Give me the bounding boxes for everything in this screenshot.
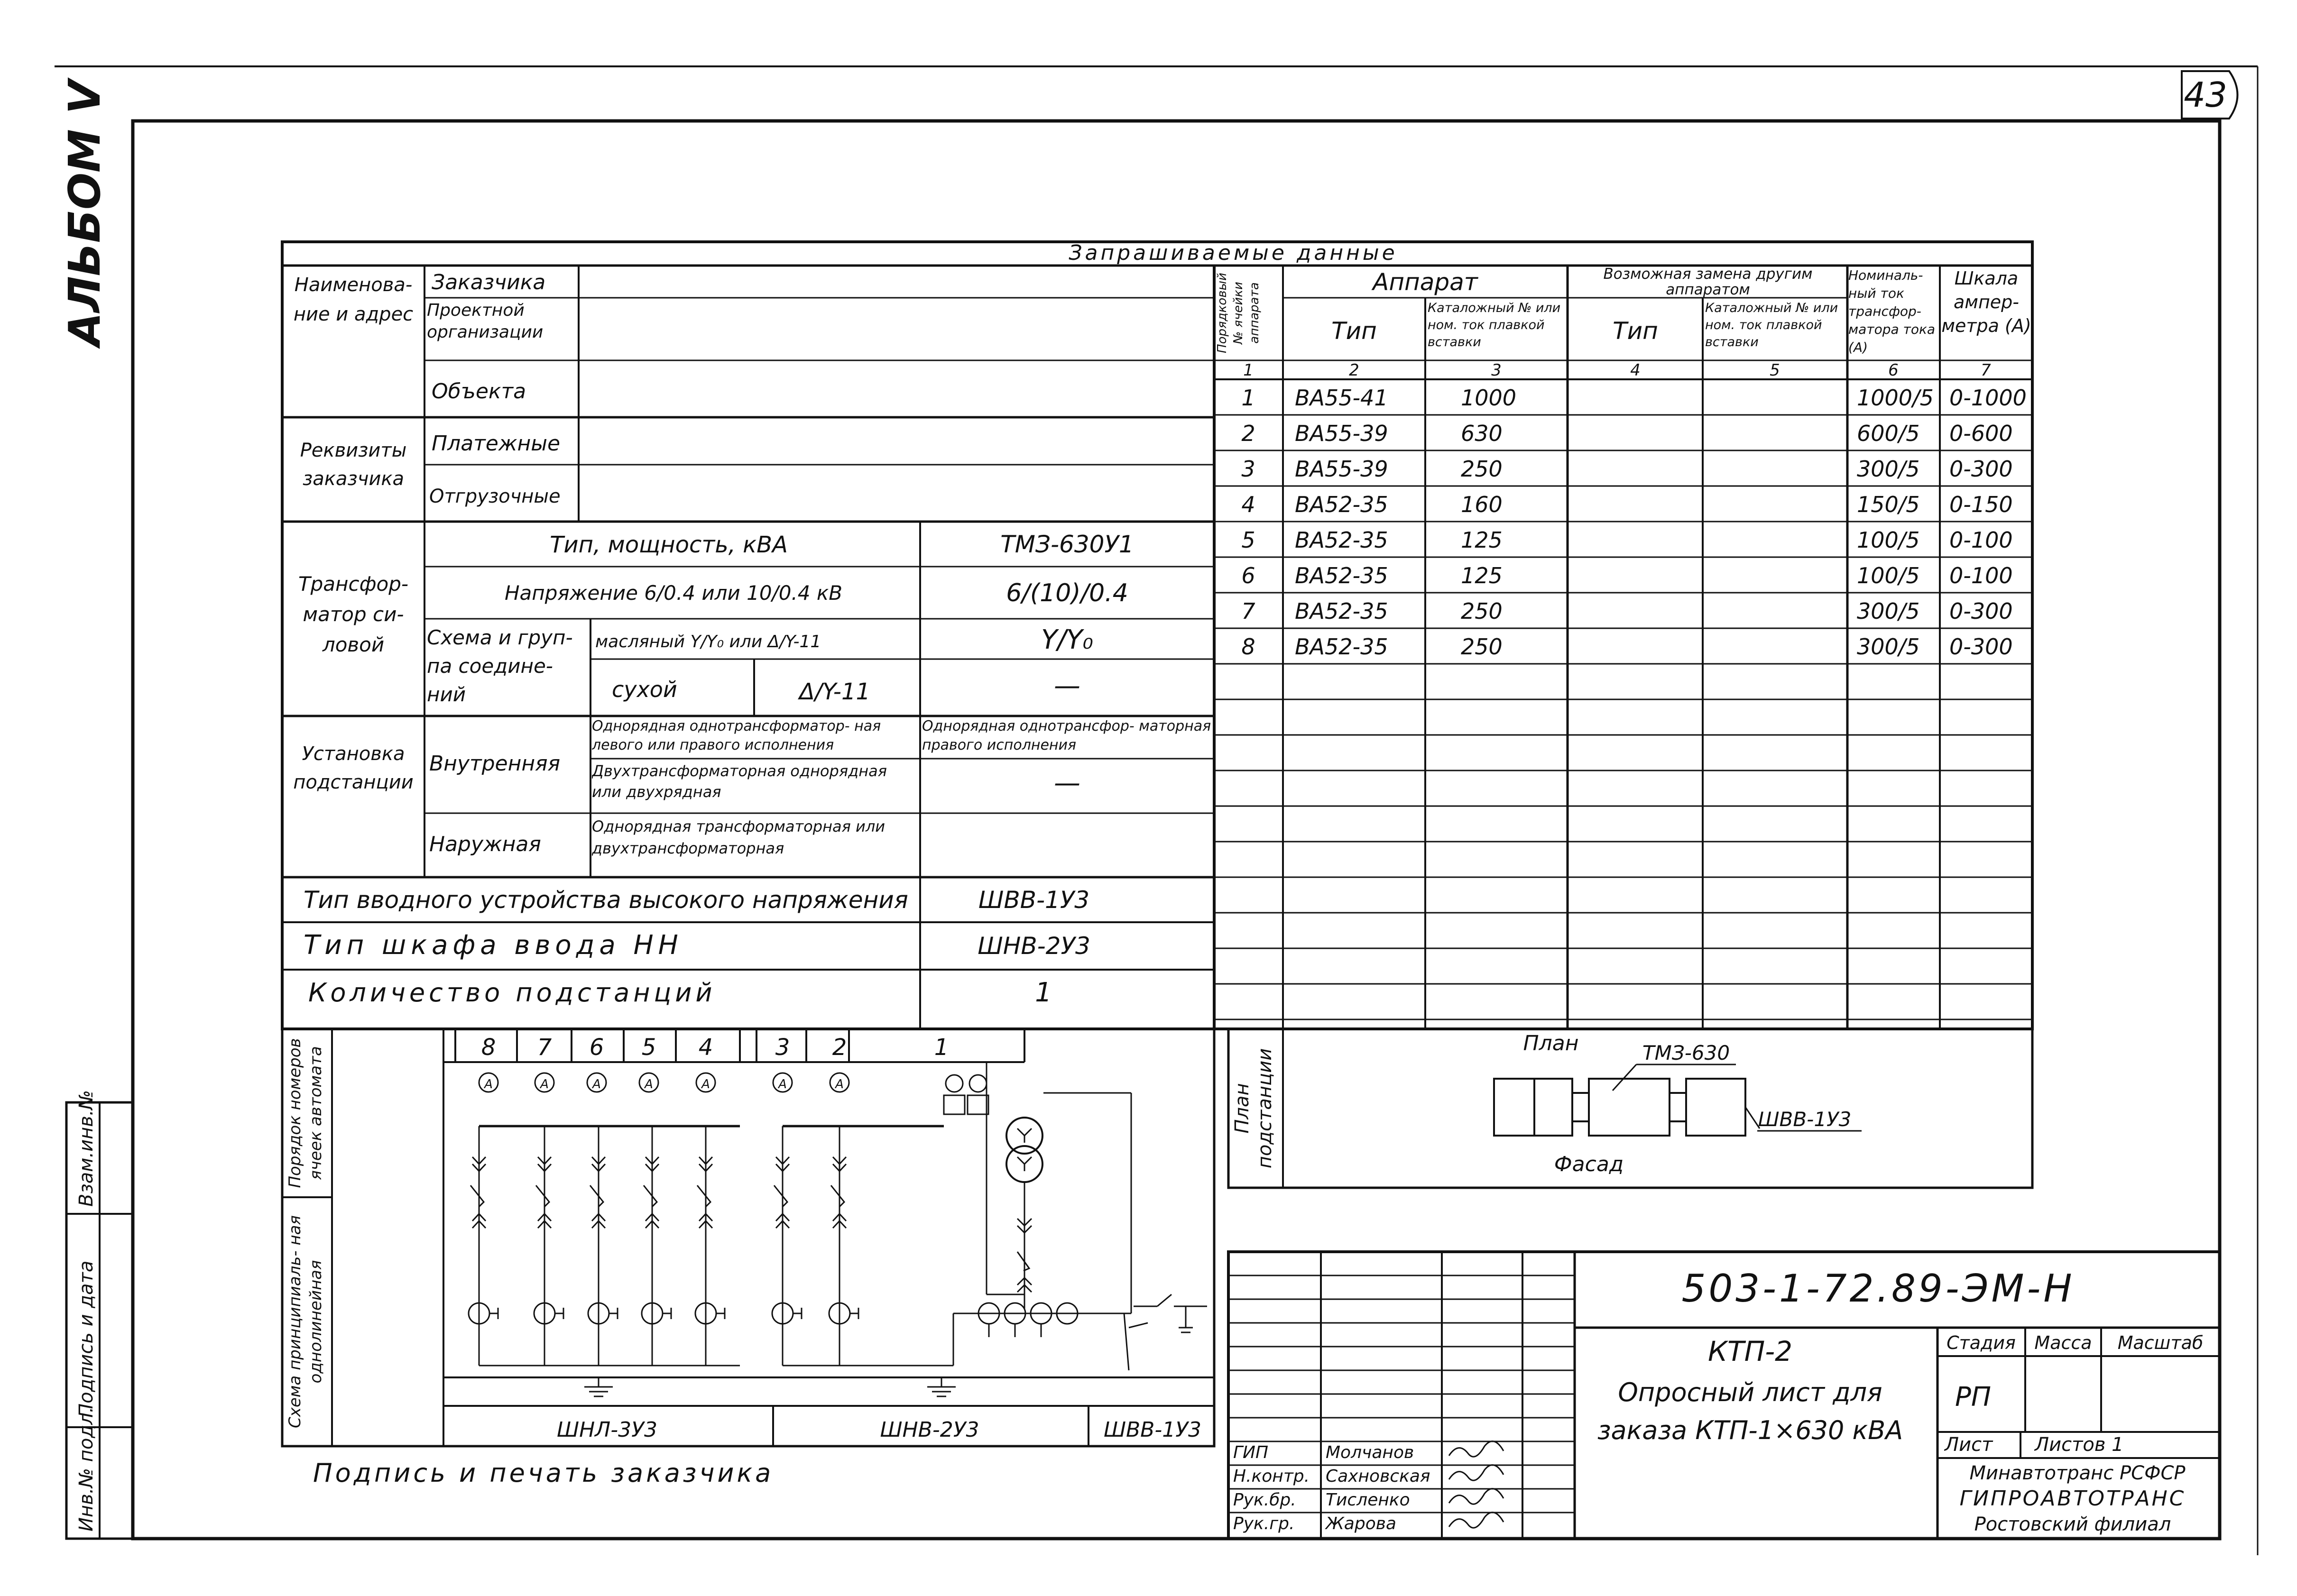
- ct-ratio: 100/5: [1857, 563, 1920, 588]
- scheme-cell-number: 7: [537, 1034, 552, 1061]
- signature-scribble: [1449, 1441, 1504, 1457]
- signer-name: Жарова: [1326, 1514, 1396, 1533]
- installation-outer-option: Однорядная трансформаторная или двухтрансформаторная: [592, 817, 886, 857]
- scheme-cell-number: 8: [481, 1034, 496, 1061]
- apparatus-row: [1241, 527, 2012, 553]
- rated-current: 250: [1461, 598, 1503, 624]
- plan-hv-label: ШВВ-1У3: [1758, 1108, 1852, 1131]
- transformer-power-label: Тип, мощность, кВА: [550, 532, 788, 558]
- apparatus-row: [1241, 563, 2012, 588]
- col-scale-header: Шкала ампер- метра (А): [1941, 268, 2031, 336]
- oil-transformer-label: масляный Y/Y₀ или Δ/Y-11: [595, 632, 821, 651]
- sheets-label: Листов 1: [2035, 1434, 2124, 1456]
- requisites-label: Реквизиты заказчика: [300, 440, 407, 490]
- column-number-row: [1243, 361, 1991, 380]
- ct-ratio: 150/5: [1857, 492, 1920, 517]
- rated-current: 160: [1461, 492, 1503, 517]
- sheet-number-mark: [2182, 71, 2238, 119]
- col-type-header: Тип: [1331, 317, 1377, 345]
- ammeter-icon: [830, 1073, 849, 1092]
- apparatus-type: ВА52-35: [1295, 634, 1388, 660]
- ammeter-scale: 0-600: [1949, 421, 2013, 446]
- substation-count-value: 1: [1035, 977, 1052, 1008]
- apparatus-type: ВА52-35: [1295, 563, 1388, 588]
- installation-inner-value-2: —: [1054, 768, 1080, 798]
- signer-role: Рук.гр.: [1233, 1514, 1295, 1533]
- installation-inner-option-2: Двухтрансформаторная однорядная или двухрядная: [592, 762, 887, 801]
- plan-side-label: План подстанции: [1231, 1048, 1276, 1169]
- ammeter-scale: 0-300: [1949, 598, 2013, 624]
- dry-transformer-label: сухой: [612, 677, 677, 702]
- organization-line-2: ГИПРОАВТОТРАНС: [1959, 1486, 2186, 1511]
- row-number: 8: [1241, 634, 1255, 660]
- signer-role: Рук.бр.: [1233, 1490, 1296, 1510]
- row-number: 3: [1241, 456, 1255, 482]
- object-field-label: Объекта: [432, 379, 526, 404]
- signer-role: ГИП: [1233, 1443, 1269, 1462]
- transformer-label: Трансфор- матор си- ловой: [298, 572, 409, 656]
- ammeter-scale: 0-300: [1949, 456, 2013, 482]
- transformer-voltage-label: Напряжение 6/0.4 или 10/0.4 кВ: [504, 581, 843, 605]
- hv-device-label: Тип вводного устройства высокого напряжения: [304, 886, 908, 914]
- ammeter-label: A: [701, 1077, 710, 1092]
- feeder: [534, 1126, 563, 1366]
- rated-current: 1000: [1461, 385, 1517, 411]
- apparatus-type: ВА52-35: [1295, 527, 1388, 553]
- sheet-label: Лист: [1945, 1434, 1993, 1456]
- scheme-cell-number: 2: [832, 1034, 847, 1061]
- title-block: [1228, 1252, 2220, 1539]
- feeder: [772, 1126, 802, 1366]
- apparatus-row: [1241, 456, 2012, 482]
- rated-current: 250: [1461, 634, 1503, 660]
- apparatus-type: ВА55-39: [1295, 456, 1388, 482]
- column-number: 4: [1630, 361, 1641, 380]
- ammeter-scale: 0-100: [1949, 527, 2013, 553]
- installation-outer-label: Наружная: [429, 832, 541, 856]
- ct-ratio: 300/5: [1857, 456, 1920, 482]
- album-label: АЛЬБОМ V: [59, 80, 110, 346]
- substation-count-label: Количество подстанций: [308, 978, 716, 1008]
- signature-scribble: [1449, 1513, 1504, 1528]
- title-line-2: Опросный лист для: [1618, 1377, 1882, 1407]
- ammeter-label: A: [592, 1077, 601, 1092]
- signature-scribble: [1449, 1489, 1504, 1504]
- apparatus-type: ВА52-35: [1295, 598, 1388, 624]
- ct-ratio: 300/5: [1857, 598, 1920, 624]
- side-stamp-inv: Инв.№ подл.: [75, 1406, 97, 1532]
- ammeter-scale: 0-300: [1949, 634, 2013, 660]
- stage-value: РП: [1955, 1382, 1991, 1413]
- form-header: Запрашиваемые данные: [1069, 241, 1398, 265]
- row-number: 2: [1241, 421, 1255, 446]
- col-replacement-header: Возможная замена другим аппаратом: [1603, 266, 1813, 298]
- apparatus-type: ВА52-35: [1295, 492, 1388, 517]
- column-number: 5: [1770, 361, 1780, 380]
- row-number: 7: [1241, 598, 1255, 624]
- apparatus-table: [1214, 266, 2032, 1029]
- apparatus-type: ВА55-41: [1295, 385, 1388, 411]
- ammeter-icon: [587, 1073, 606, 1092]
- rated-current: 630: [1461, 421, 1503, 446]
- lv-cabinet-label: Тип шкафа ввода НН: [304, 930, 683, 961]
- organization-line-1: Минавтотранс РСФСР: [1969, 1462, 2186, 1484]
- ct-ratio: 1000/5: [1857, 385, 1934, 411]
- ammeter-icon: [639, 1073, 658, 1092]
- ammeter-icon: [479, 1073, 498, 1092]
- connection-scheme-label: Схема и груп- па соедине- ний: [427, 626, 573, 706]
- signer-row: [1233, 1513, 1504, 1533]
- apparatus-row: [1241, 634, 2012, 660]
- signer-name: Молчанов: [1326, 1443, 1414, 1462]
- ammeter-label: A: [645, 1077, 653, 1092]
- mass-label: Масса: [2034, 1332, 2092, 1353]
- transformer-voltage-value: 6/(10)/0.4: [1006, 579, 1128, 607]
- current-transformers: [978, 1303, 1078, 1337]
- side-stamp-replaced: Взам.инв.№: [75, 1090, 97, 1207]
- column-number: 6: [1888, 361, 1899, 380]
- feeder-lines: [469, 1126, 858, 1366]
- ct-ratio: 300/5: [1857, 634, 1920, 660]
- col-order-header: Порядковый № ячейки аппарата: [1215, 273, 1262, 353]
- row-number: 6: [1241, 563, 1255, 588]
- rated-current: 125: [1461, 527, 1503, 553]
- scheme-cell-number: 6: [589, 1034, 604, 1061]
- single-line-scheme: [282, 1029, 1214, 1446]
- signers-list: [1233, 1441, 1504, 1533]
- col-apparatus-header: Аппарат: [1373, 268, 1478, 296]
- hv-switch-symbol: [1124, 1294, 1207, 1370]
- ammeter-icon: [696, 1073, 715, 1092]
- dry-transformer-value: —: [1054, 670, 1080, 701]
- column-number: 2: [1349, 361, 1359, 380]
- scale-label: Масштаб: [2117, 1332, 2204, 1353]
- signer-row: [1233, 1489, 1504, 1510]
- plan-title: План: [1523, 1031, 1579, 1055]
- document-code: 503-1-72.89-ЭМ-Н: [1681, 1266, 2075, 1311]
- feeder: [642, 1126, 671, 1366]
- feeder: [588, 1126, 618, 1366]
- title-line-3: заказа КТП-1×630 кВА: [1597, 1415, 1903, 1445]
- ammeter-scale: 0-1000: [1949, 385, 2027, 411]
- row-number: 4: [1241, 492, 1255, 517]
- lv-cabinet-value: ШНВ-2У3: [978, 932, 1090, 960]
- cabinet-lv1-label: ШНЛ-3У3: [557, 1418, 657, 1442]
- scheme-cell-number: 4: [698, 1034, 713, 1061]
- ammeter-icon: [535, 1073, 554, 1092]
- substation-plan: [1228, 1029, 2032, 1188]
- installation-inner-option-1: Однорядная однотрансформатор- ная левого или правого исполнения: [592, 718, 881, 753]
- signer-row: [1233, 1465, 1504, 1486]
- ammeter-label: A: [540, 1077, 549, 1092]
- stage-label: Стадия: [1946, 1332, 2016, 1353]
- hv-device-value: ШВВ-1У3: [978, 886, 1090, 914]
- scheme-cell-number: 1: [934, 1034, 949, 1061]
- scheme-cells: [455, 1029, 1024, 1092]
- col-catalog-header: Каталожный № или ном. ток плавкой вставки: [1428, 301, 1561, 349]
- customer-field-label: Заказчика: [432, 270, 546, 294]
- ground-symbol: [584, 1377, 613, 1396]
- requested-data-table: [282, 266, 1214, 1029]
- transformer-symbol: [1006, 1118, 1042, 1182]
- signer-name: Тисленко: [1326, 1490, 1410, 1510]
- installation-inner-value-1: Однорядная однотрансфор- маторная правого исполнения: [922, 718, 1211, 753]
- ct-ratio: 100/5: [1857, 527, 1920, 553]
- installation-inner-label: Внутренняя: [429, 752, 561, 776]
- apparatus-row: [1241, 492, 2012, 517]
- scheme-order-label: Порядок номеров ячеек автомата: [286, 1038, 325, 1188]
- cabinet-lv2-label: ШНВ-2У3: [880, 1418, 979, 1442]
- feeder: [695, 1126, 725, 1366]
- sheet-number: 43: [2184, 75, 2227, 115]
- ammeter-label: A: [778, 1077, 787, 1092]
- scheme-cell-number: 3: [775, 1034, 790, 1061]
- apparatus-type: ВА55-39: [1295, 421, 1388, 446]
- plan-facade-label: Фасад: [1554, 1152, 1624, 1176]
- cabinet-hv-label: ШВВ-1У3: [1103, 1418, 1202, 1442]
- col-replacement-catalog-header: Каталожный № или ном. ток плавкой вставки: [1705, 301, 1838, 349]
- oil-transformer-value: Y/Y₀: [1041, 624, 1093, 655]
- scheme-principal-label: Схема принципиаль- ная однолинейная: [286, 1215, 325, 1428]
- metering-box: [944, 1075, 988, 1114]
- rated-current: 125: [1461, 563, 1503, 588]
- ammeter-scale: 0-100: [1949, 563, 2013, 588]
- column-number: 1: [1243, 361, 1254, 380]
- payment-field-label: Платежные: [432, 431, 561, 456]
- signature-scribble: [1449, 1465, 1504, 1481]
- side-stamp-signature: Подпись и дата: [75, 1260, 97, 1418]
- ammeter-label: A: [835, 1077, 844, 1092]
- name-address-label: Наименова- ние и адрес: [293, 274, 414, 325]
- feeder: [829, 1126, 858, 1366]
- side-stamp: [66, 1090, 133, 1539]
- ammeter-scale: 0-150: [1949, 492, 2013, 517]
- shipment-field-label: Отгрузочные: [429, 486, 561, 507]
- transformer-power-value: ТМЗ-630У1: [1000, 531, 1134, 558]
- row-number: 1: [1241, 385, 1255, 411]
- column-number: 7: [1981, 361, 1991, 380]
- apparatus-row: [1241, 598, 2012, 624]
- signer-row: [1233, 1441, 1504, 1462]
- dry-transformer-group: Δ/Y-11: [799, 679, 871, 705]
- col-replacement-type-header: Тип: [1613, 317, 1658, 345]
- design-org-field-label: Проектной организации: [427, 301, 544, 342]
- plan-transformer-label: ТМЗ-630: [1642, 1041, 1730, 1064]
- installation-label: Установка подстанции: [293, 743, 414, 793]
- row-number: 5: [1241, 527, 1255, 553]
- organization-line-3: Ростовский филиал: [1974, 1513, 2171, 1535]
- feeder: [469, 1126, 498, 1366]
- signer-role: Н.контр.: [1233, 1467, 1310, 1486]
- rated-current: 250: [1461, 456, 1503, 482]
- ammeter-label: A: [484, 1077, 493, 1092]
- title-line-1: КТП-2: [1707, 1335, 1793, 1367]
- ct-ratio: 600/5: [1857, 421, 1920, 446]
- ground-symbol: [927, 1377, 956, 1396]
- column-number: 3: [1491, 361, 1502, 380]
- signer-name: Сахновская: [1326, 1467, 1430, 1486]
- ammeter-icon: [773, 1073, 792, 1092]
- customer-signature-label: Подпись и печать заказчика: [313, 1458, 774, 1488]
- apparatus-row: [1241, 421, 2012, 446]
- col-ct-header: Номиналь- ный ток трансфор- матора тока (А): [1848, 267, 1936, 355]
- apparatus-row: [1241, 385, 2027, 411]
- scheme-cell-number: 5: [641, 1034, 656, 1061]
